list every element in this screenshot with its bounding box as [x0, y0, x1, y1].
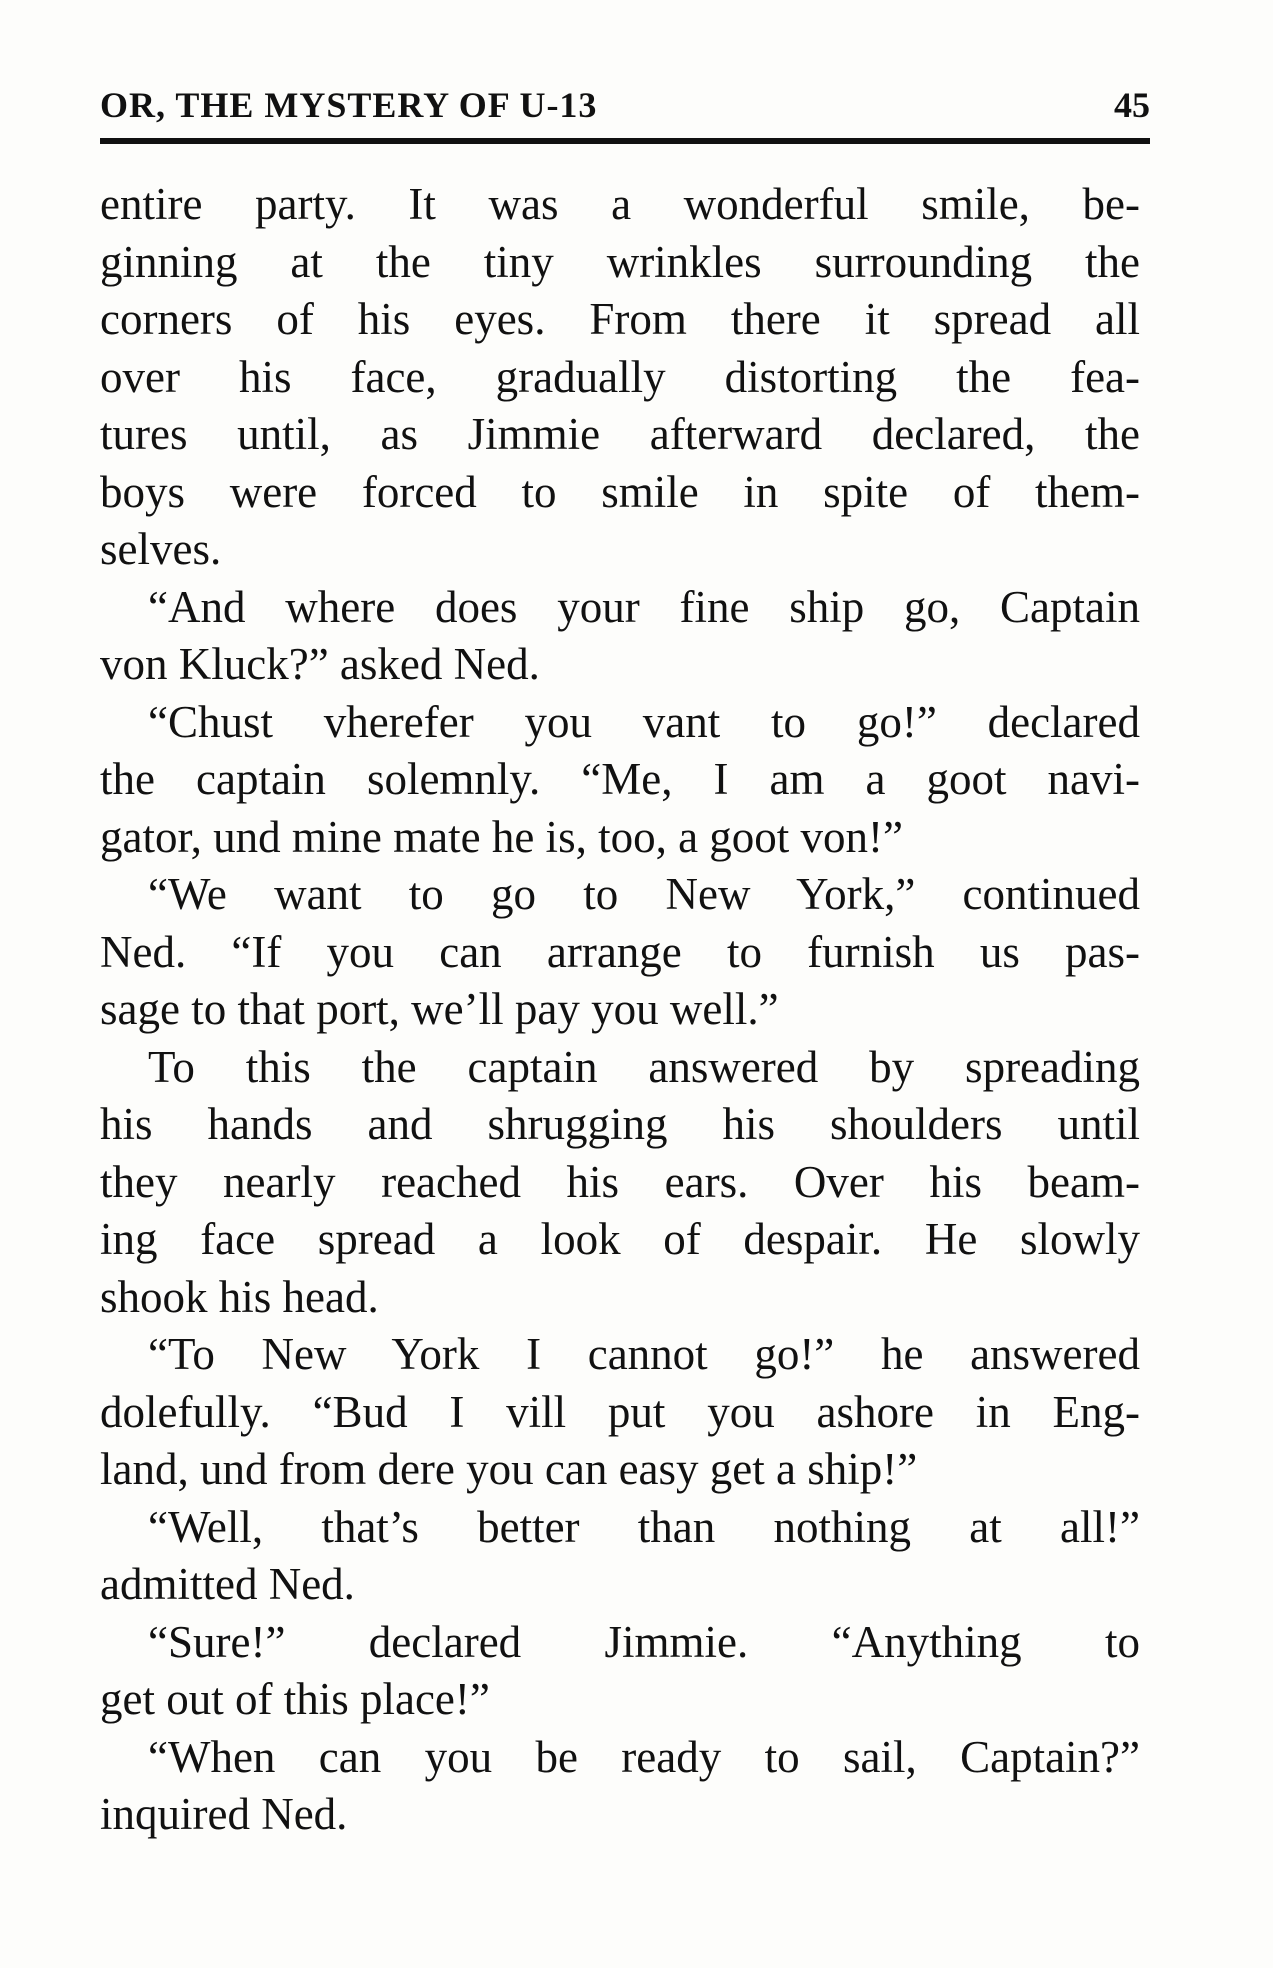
running-head — [100, 80, 1150, 130]
text-line: entire party. It was a wonderful smile, be- — [100, 179, 1140, 229]
text-line: his hands and shrugging his shoulders until — [100, 1099, 1140, 1149]
text-line: “Chust vherefer you vant to go!” declared — [148, 696, 1140, 747]
header-rule — [100, 138, 1150, 144]
page-number: 45 — [1114, 85, 1150, 125]
text-line: “When can you be ready to sail, Captain?” — [148, 1731, 1140, 1782]
text-line: gator, und mine mate he is, too, a goot von!” — [100, 811, 904, 862]
text-line: dolefully. “Bud I vill put you ashore in Eng- — [100, 1386, 1140, 1437]
text-line: sage to that port, we’ll pay you well.” — [100, 984, 779, 1034]
text-line: ing face spread a look of despair. He slowly — [100, 1214, 1140, 1264]
text-line: land, und from dere you can easy get a ship!” — [100, 1444, 918, 1494]
text-line: To this the captain answered by spreading — [148, 1041, 1140, 1092]
text-line: they nearly reached his ears. Over his beam- — [100, 1156, 1140, 1207]
running-title: OR, THE MYSTERY OF U-13 — [100, 85, 598, 125]
text-line: “Well, that’s better than nothing at all!” — [148, 1501, 1140, 1552]
text-line: Ned. “If you can arrange to furnish us pas- — [100, 926, 1140, 977]
text-line: “Sure!” declared Jimmie. “Anything to — [148, 1616, 1140, 1667]
text-line: admitted Ned. — [100, 1559, 355, 1609]
text-line: boys were forced to smile in spite of them- — [100, 466, 1140, 517]
text-line: corners of his eyes. From there it spread all — [100, 294, 1140, 344]
text-line: “To New York I cannot go!” he answered — [148, 1329, 1140, 1379]
text-line: tures until, as Jimmie afterward declared, the — [100, 409, 1140, 459]
text-line: selves. — [100, 524, 222, 574]
body-text — [100, 176, 1140, 1844]
text-line: von Kluck?” asked Ned. — [100, 639, 540, 689]
text-line: the captain solemnly. “Me, I am a goot navi- — [100, 754, 1140, 804]
text-line: “We want to go to New York,” continued — [148, 869, 1140, 919]
text-line: get out of this place!” — [100, 1674, 490, 1724]
text-line: over his face, gradually distorting the fea- — [100, 351, 1140, 402]
text-line: inquired Ned. — [100, 1789, 348, 1839]
text-line: ginning at the tiny wrinkles surrounding the — [100, 236, 1140, 287]
text-line: “And where does your fine ship go, Captain — [148, 581, 1140, 632]
text-line: shook his head. — [100, 1271, 379, 1322]
